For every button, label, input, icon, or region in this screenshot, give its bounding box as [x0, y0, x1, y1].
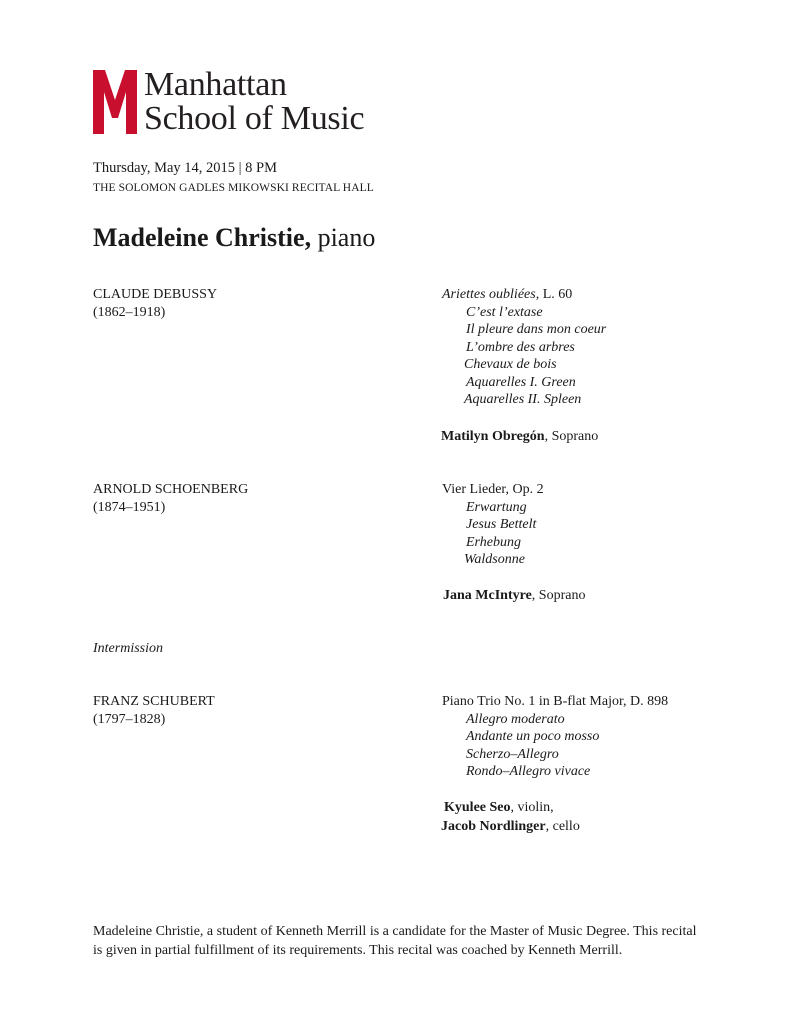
- composer-block: [93, 286, 217, 321]
- performer-credit: [441, 428, 598, 446]
- movement: Jesus Bettelt: [466, 517, 537, 532]
- work-block: [442, 693, 668, 781]
- movement: Allegro moderato: [466, 711, 565, 727]
- movement: L’ombre des arbres: [466, 339, 575, 355]
- movement: Erhebung: [466, 534, 521, 550]
- movement: Il pleure dans mon coeur: [466, 322, 607, 337]
- guest-performer-role: , violin,: [510, 800, 554, 815]
- school-wordmark: [144, 68, 364, 136]
- guest-performer-name: Matilyn Obregón: [441, 429, 545, 444]
- work-title: Vier Lieder, Op. 2: [442, 482, 544, 497]
- composer-block: [93, 693, 215, 728]
- work-block: [442, 286, 606, 409]
- recital-footnote: Madeleine Christie, a student of Kenneth Merrill is a candidate for the Master of Music Degree. This recital is given in partial fulfillment of its requirements. This recital was coached by Kenneth Merrill.: [93, 924, 697, 958]
- composer-dates: (1874–1951): [93, 499, 166, 515]
- performer-credit: [441, 818, 580, 836]
- school-logo-m-icon: [93, 70, 137, 134]
- composer-block: [93, 481, 248, 516]
- composer-dates: (1797–1828): [93, 711, 166, 727]
- guest-performer-role: , Soprano: [531, 588, 586, 603]
- movement: Andante un poco mosso: [466, 729, 600, 744]
- logo-line-2: School of Music: [144, 100, 365, 137]
- movement: Erwartung: [466, 499, 527, 515]
- composer-name: ARNOLD SCHOENBERG: [93, 482, 249, 497]
- performer-name: Madeleine Christie,: [93, 223, 312, 252]
- work-catalog: L. 60: [542, 287, 573, 302]
- guest-performer-name: Jana McIntyre: [443, 588, 532, 603]
- performer-credit: [443, 587, 585, 605]
- work-title-text: Ariettes oubliées,: [442, 287, 540, 302]
- guest-performer-name: Kyulee Seo: [444, 800, 511, 815]
- movement: Waldsonne: [464, 552, 525, 567]
- guest-performer-role: , cello: [545, 819, 580, 834]
- guest-performer-role: , Soprano: [544, 429, 599, 444]
- event-venue: THE SOLOMON GADLES MIKOWSKI RECITAL HALL: [93, 182, 374, 194]
- recital-title: [93, 223, 375, 253]
- intermission-label: Intermission: [93, 641, 163, 656]
- work-block: [442, 481, 544, 569]
- composer-name: CLAUDE DEBUSSY: [93, 287, 218, 302]
- performer-instrument: piano: [317, 223, 376, 252]
- work-title: [442, 286, 606, 304]
- work-title: Piano Trio No. 1 in B-flat Major, D. 898: [442, 694, 669, 709]
- event-date: Thursday, May 14, 2015 | 8 PM: [93, 160, 278, 176]
- logo-line-1: Manhattan: [144, 66, 287, 103]
- movement: Scherzo–Allegro: [466, 746, 559, 762]
- composer-dates: (1862–1918): [93, 304, 166, 320]
- movement: Chevaux de bois: [464, 357, 557, 372]
- guest-performer-name: Jacob Nordlinger: [441, 819, 546, 834]
- movement: Rondo–Allegro vivace: [466, 764, 591, 779]
- performer-credit: [444, 799, 554, 817]
- movement: Aquarelles II. Spleen: [464, 392, 582, 407]
- composer-name: FRANZ SCHUBERT: [93, 694, 215, 709]
- movement: C’est l’extase: [466, 304, 543, 320]
- movement: Aquarelles I. Green: [466, 374, 576, 390]
